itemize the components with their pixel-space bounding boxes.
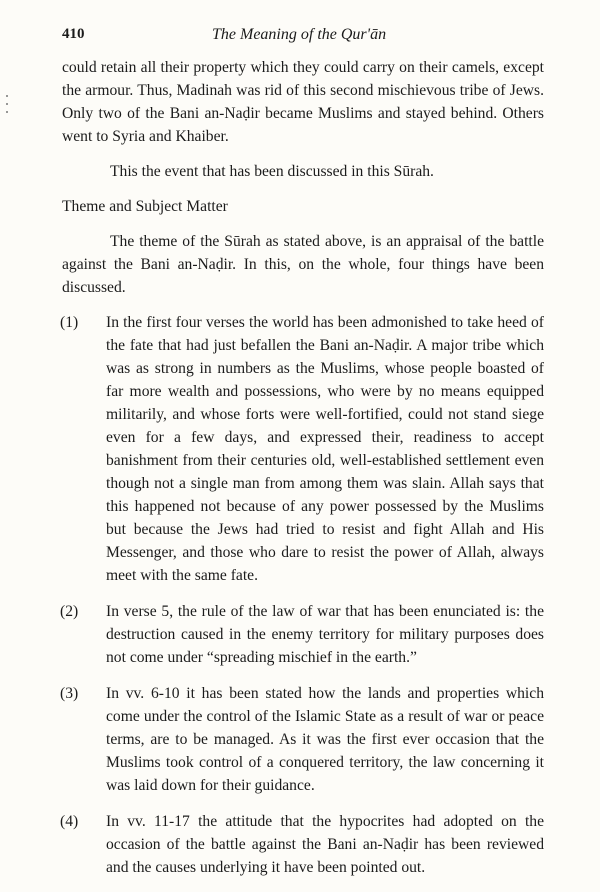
list-item-number: (3) — [60, 685, 79, 702]
list-item — [62, 810, 544, 879]
running-title: The Meaning of the Qur'ān — [212, 26, 387, 43]
page-number: 410 — [62, 26, 85, 42]
list-item-number: (1) — [60, 314, 79, 331]
section-heading: Theme and Subject Matter — [62, 198, 228, 215]
paragraph-event-summary: This the event that has been discussed in this Sūrah. — [110, 163, 434, 180]
list-item-text: In the first four verses the world has been admonished to take heed of the fate that had just befallen the Bani an-Naḍir. A major tribe which was as strong in numbers as the Muslims, whose people boasted of far more wealth and possessions, who were by no means equipped militarily, and whose forts were well-fortified, could not stand siege even for a few days, and expressed their, readiness to accept banishment from their centuries old, well-established settlement even though not a single man from among them was slain. Allah says that this happened not because of any power possessed by the Muslims but because the Jews had tried to resist and fight Allah and His Messenger, and those who dare to resist the power of Allah, always meet with the same fate. — [106, 314, 544, 584]
body-text — [62, 56, 544, 892]
numbered-list — [62, 311, 544, 879]
list-item-number: (4) — [60, 813, 79, 830]
paragraph-theme: The theme of the Sūrah as stated above, is an appraisal of the battle against the Bani an-Naḍir. In this, on the whole, four things have been discussed. — [62, 233, 544, 296]
list-item-text: In vv. 11-17 the attitude that the hypocrites had adopted on the occasion of the battle against the Bani an-Naḍir has been reviewed and the causes underlying it have been pointed out. — [106, 813, 544, 876]
page-header — [62, 26, 542, 50]
list-item-text: In verse 5, the rule of the law of war that has been enunciated is: the destruction caused in the enemy territory for military purposes does not come under “spreading mischief in the earth.” — [106, 603, 544, 666]
list-item — [62, 600, 544, 669]
list-item-number: (2) — [60, 603, 79, 620]
list-item — [62, 311, 544, 587]
margin-marks — [4, 92, 10, 130]
list-item — [62, 682, 544, 797]
list-item-text: In vv. 6-10 it has been stated how the lands and properties which come under the control of the Islamic State as a result of war or peace terms, are to be managed. As it was the first ever occasion that the Muslims took control of a conquered territory, the law concerning it was laid down for their guidance. — [106, 685, 544, 794]
paragraph-continuation: could retain all their property which they could carry on their camels, except the armour. Thus, Madinah was rid of this second mischievous tribe of Jews. Only two of the Bani an-Naḍir became Muslims and stayed behind. Others went to Syria and Khaiber. — [62, 59, 544, 145]
